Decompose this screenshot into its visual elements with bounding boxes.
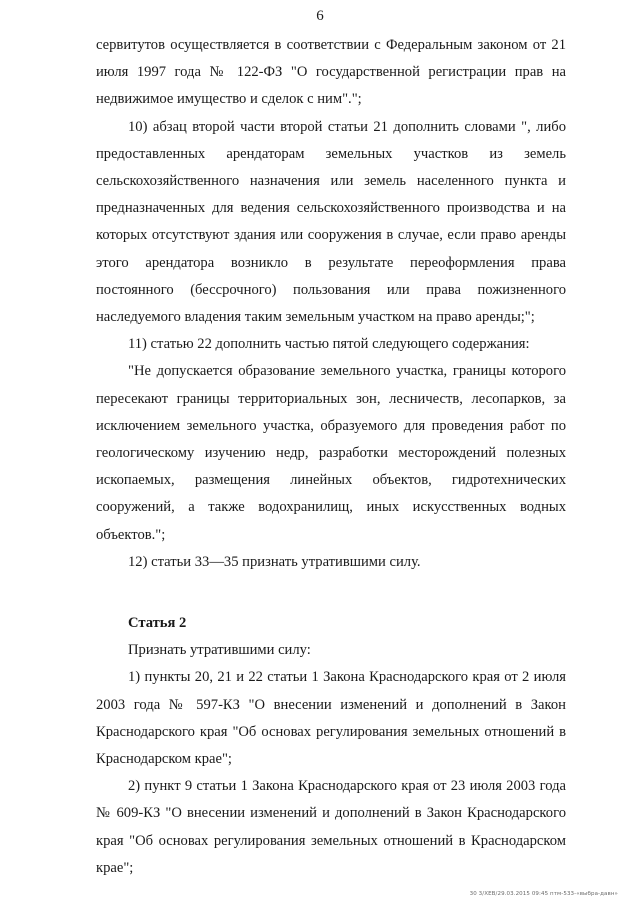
paragraph-quote: "Не допускается образование земельного участка, границы которого пересекают границы территориальных зон, лесничеств, лесопарков, за исключением земельного участка, образуемого для проведения работ по геологическому изучению недр, разработки месторождений полезных ископаемых, размещения линейных объектов, гидротехнических сооружений, а также водохранилищ, иных искусственных водных объектов."; (96, 363, 566, 543)
document-body (96, 32, 566, 882)
paragraph-item-11: 11) статью 22 дополнить частью пятой следующего содержания: (128, 336, 530, 353)
paragraph-item-12: 12) статьи 33—35 признать утратившими силу. (128, 553, 421, 570)
article-2-intro: Признать утратившими силу: (128, 642, 311, 659)
paragraph-item-10: 10) абзац второй части второй статьи 21 дополнить словами ", либо предоставленных арендаторам земельных участков из земель сельскохозяйственного назначения или земель населенного пункта и предназначенных для ведения сельскохозяйственного производства и на которых отсутствуют здания или сооружения в случае, если право аренды этого арендатора возникло в результате переоформления права постоянного (бессрочного) пользования или права пожизненного наследуемого владения таким земельным участком на право аренды;"; (96, 118, 566, 326)
article-2-item-1: 1) пункты 20, 21 и 22 статьи 1 Закона Краснодарского края от 2 июля 2003 года № 597-КЗ "О внесении изменений и дополнений в Закон Краснодарского края "Об основах регулирования земельных отношений в Краснодарском крае"; (96, 669, 566, 768)
page-number: 6 (316, 8, 324, 24)
article-2-item-2: 2) пункт 9 статьи 1 Закона Краснодарского края от 23 июля 2003 года № 609-КЗ "О внесении изменений и дополнений в Закон Краснодарского края "Об основах регулирования земельных отношений в Краснодарском крае"; (96, 778, 566, 876)
paragraph-continuation: сервитутов осуществляется в соответствии с Федеральным законом от 21 июля 1997 года № 122-ФЗ "О государственной регистрации прав на недвижимое имущество и сделок с ним"."; (96, 37, 566, 108)
article-2-heading: Статья 2 (128, 615, 187, 632)
footer-stamp: 30 3/ХЕВ/29.03.2015 09:45 птм-533-«выбра-давн» (469, 891, 618, 897)
